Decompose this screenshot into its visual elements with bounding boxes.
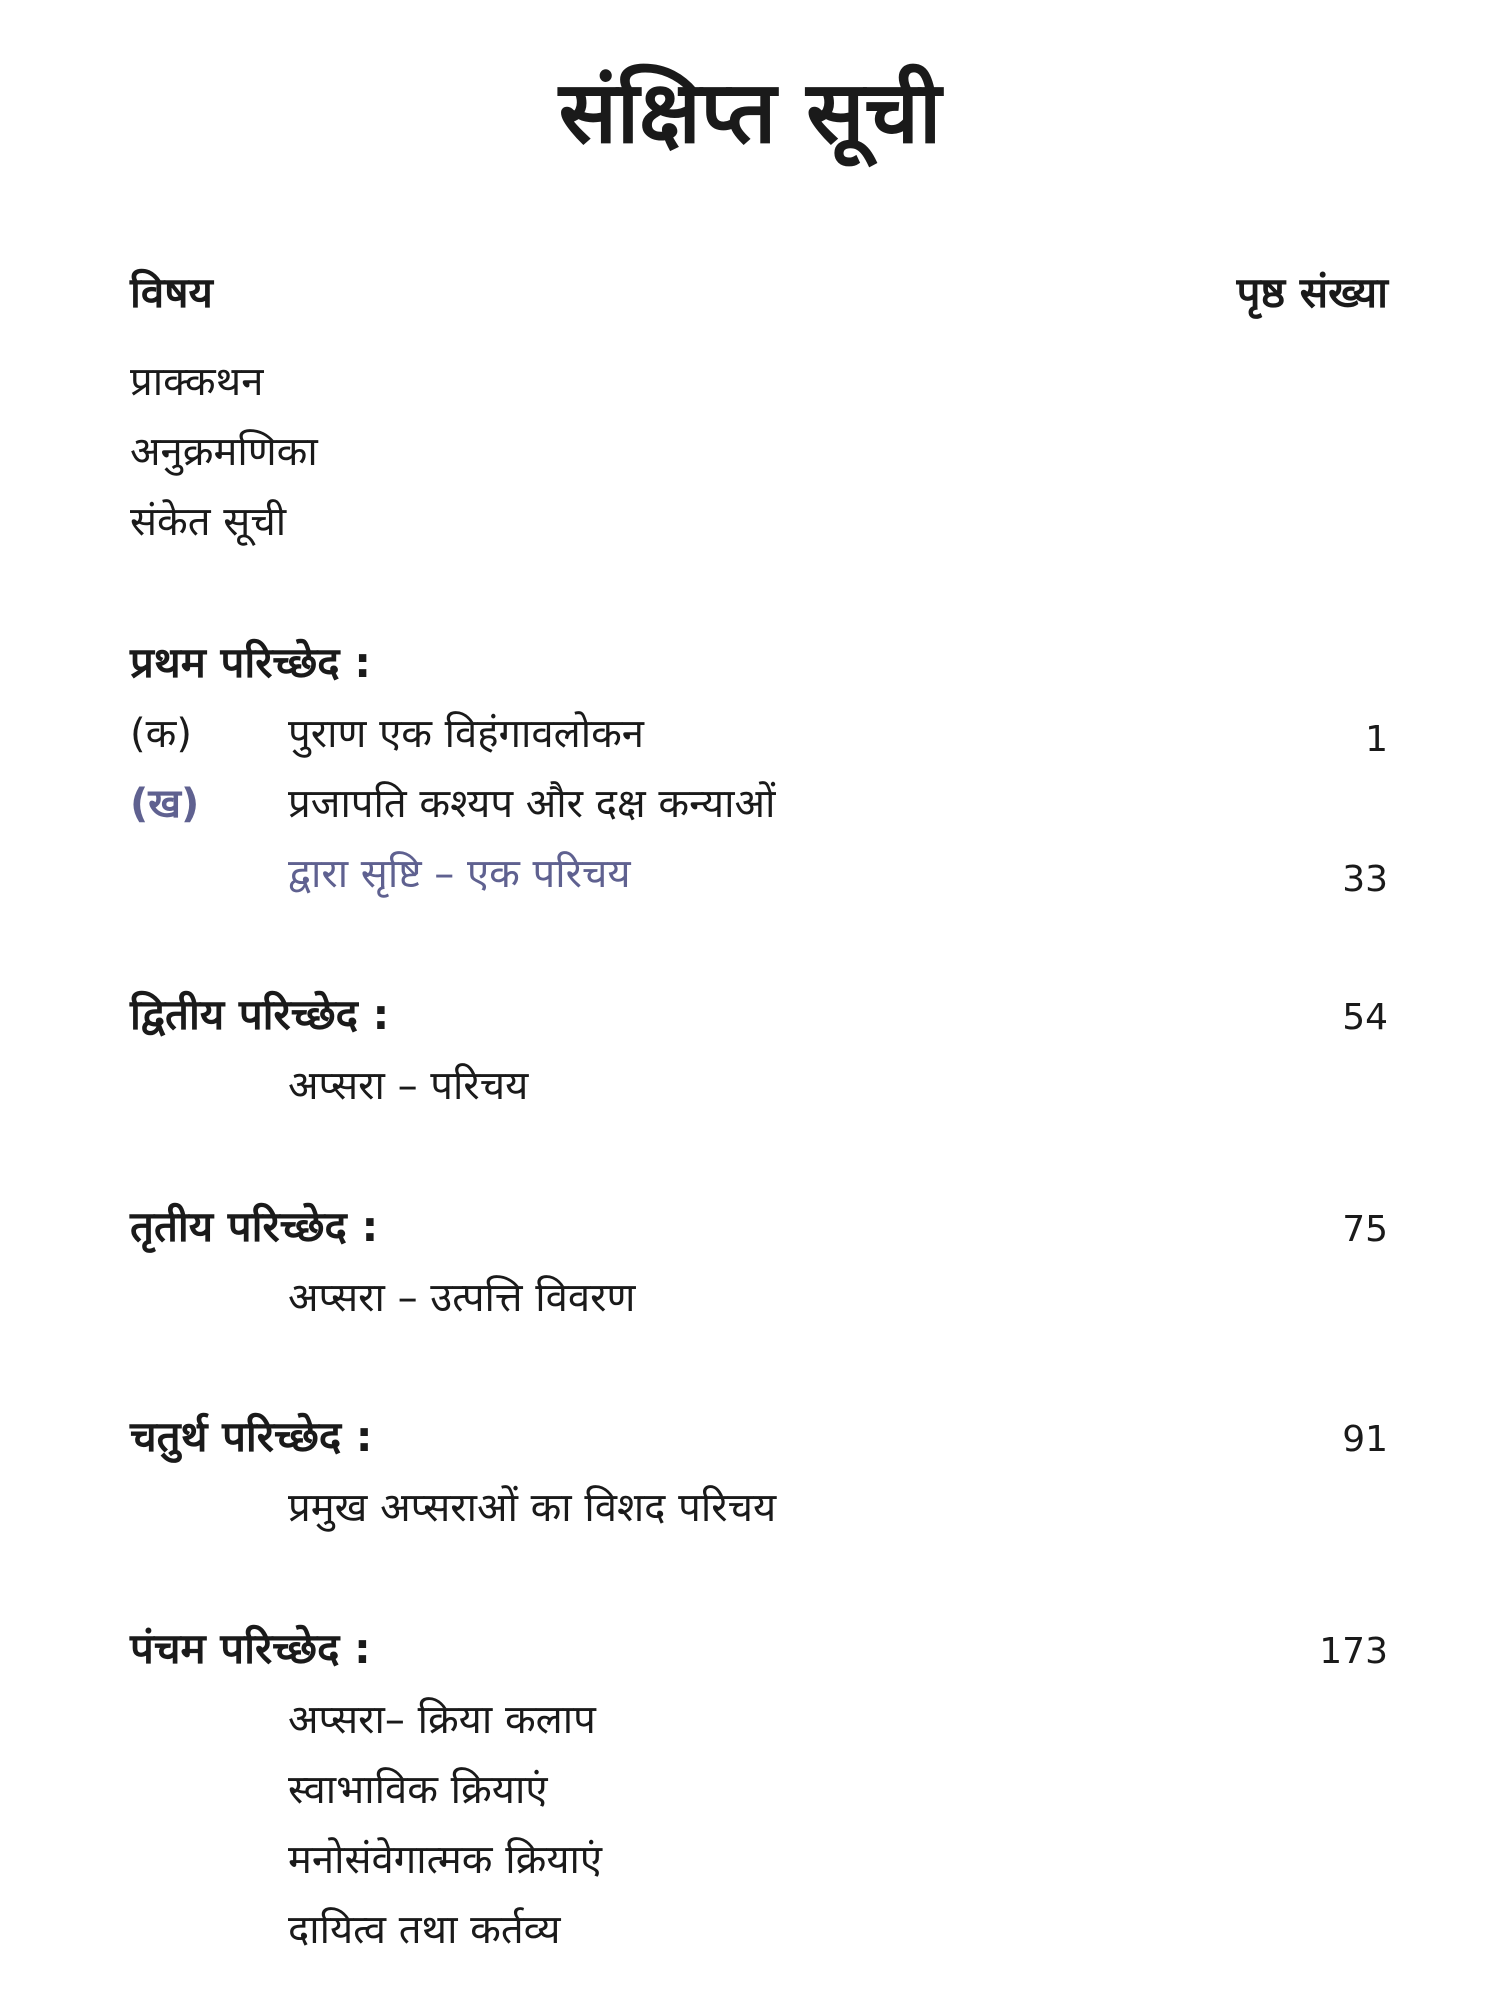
chapter-line: स्वाभाविक क्रियाएं — [288, 1767, 548, 1813]
front-matter-item: प्राक्कथन — [130, 359, 264, 405]
entry-marker: (क) — [130, 711, 192, 757]
chapter-page-number: 91 — [1342, 1419, 1388, 1460]
chapter-line: मनोसंवेगात्मक क्रियाएं — [288, 1837, 602, 1883]
entry-page-number: 33 — [1342, 859, 1388, 900]
subject-column-header: विषय — [130, 268, 213, 317]
page-title: संक्षिप्त सूची — [558, 63, 942, 163]
chapter-line: प्रमुख अप्सराओं का विशद परिचय — [288, 1485, 777, 1531]
page-number-column-header: पृष्ठ संख्या — [1236, 268, 1388, 317]
entry-text-continuation: द्वारा सृष्टि – एक परिचय — [288, 851, 631, 897]
entry-text: पुराण एक विहंगावलोकन — [288, 711, 644, 757]
chapter-page-number: 54 — [1342, 997, 1388, 1038]
entry-marker: (ख) — [130, 781, 200, 827]
chapter-page-number: 173 — [1319, 1631, 1388, 1672]
chapter-heading: द्वितीय परिच्छेद : — [130, 990, 390, 1039]
chapter-heading: चतुर्थ परिच्छेद : — [130, 1412, 373, 1461]
front-matter-item: संकेत सूची — [130, 499, 287, 545]
chapter-line: अप्सरा – परिचय — [288, 1063, 529, 1109]
chapter-heading: प्रथम परिच्छेद : — [130, 638, 372, 687]
entry-text: प्रजापति कश्यप और दक्ष कन्याओं — [288, 781, 776, 827]
chapter-line: अप्सरा – उत्पत्ति विवरण — [288, 1275, 636, 1321]
entry-page-number: 1 — [1365, 719, 1388, 760]
front-matter-item: अनुक्रमणिका — [130, 429, 318, 475]
chapter-line: दायित्व तथा कर्तव्य — [288, 1907, 561, 1953]
chapter-page-number: 75 — [1342, 1209, 1388, 1250]
chapter-heading: पंचम परिच्छेद : — [130, 1624, 371, 1673]
chapter-heading: तृतीय परिच्छेद : — [130, 1202, 379, 1251]
chapter-line: अप्सरा– क्रिया कलाप — [288, 1697, 596, 1743]
